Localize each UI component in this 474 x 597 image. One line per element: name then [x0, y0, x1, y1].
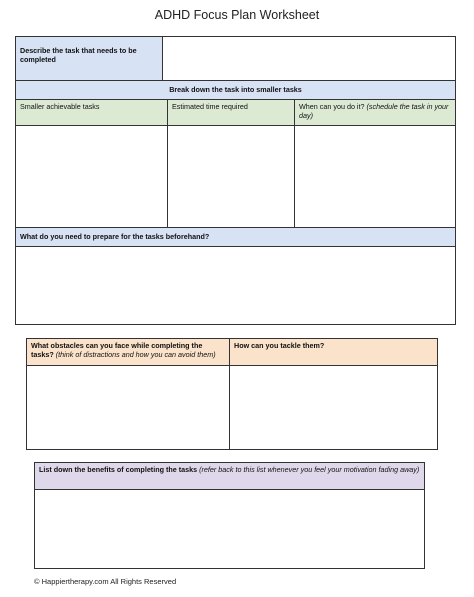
- benefits-table: [34, 462, 425, 569]
- copyright-footer: © Happiertherapy.com All Rights Reserved: [34, 577, 177, 586]
- column-when: When can you do it? (schedule the task in your day): [295, 100, 455, 125]
- obstacles-label: What obstacles can you face while completing the tasks? (think of distractions and how you can avoid them): [27, 339, 229, 365]
- when-field[interactable]: [295, 126, 455, 227]
- page-title: ADHD Focus Plan Worksheet: [154, 8, 320, 22]
- obstacles-field[interactable]: [27, 366, 229, 449]
- obstacles-table: [26, 338, 438, 450]
- smaller-tasks-field[interactable]: [16, 126, 167, 227]
- column-smaller-tasks: Smaller achievable tasks: [16, 100, 167, 125]
- estimated-time-field[interactable]: [168, 126, 294, 227]
- describe-task-field[interactable]: [163, 37, 455, 80]
- task-plan-table: [15, 36, 456, 325]
- tackle-label: How can you tackle them?: [230, 339, 437, 365]
- column-estimated-time: Estimated time required: [168, 100, 294, 125]
- describe-task-label: Describe the task that needs to be completed: [16, 37, 162, 80]
- breakdown-header: Break down the task into smaller tasks: [16, 81, 455, 99]
- tackle-field[interactable]: [230, 366, 437, 449]
- benefits-field[interactable]: [35, 490, 424, 568]
- prepare-label: What do you need to prepare for the tasks beforehand?: [16, 228, 455, 246]
- benefits-label: List down the benefits of completing the tasks (refer back to this list whenever you feel your motivation fading away): [35, 463, 424, 489]
- prepare-field[interactable]: [16, 247, 455, 324]
